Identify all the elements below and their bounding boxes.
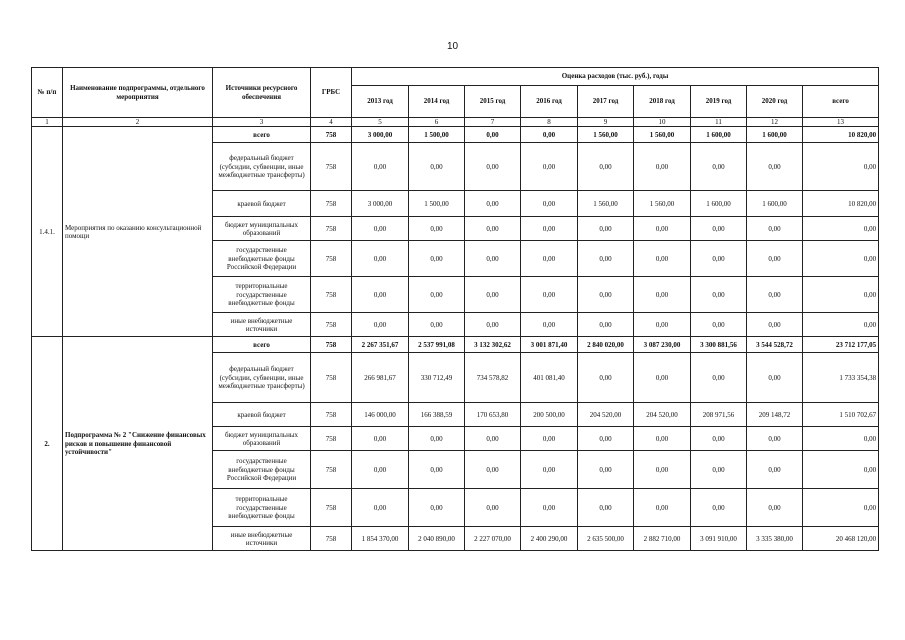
year-value: 0,00: [409, 451, 465, 489]
year-value: 0,00: [578, 241, 634, 277]
year-value: 0,00: [747, 277, 803, 313]
column-number: 3: [213, 118, 311, 127]
total-value: 10 820,00: [803, 191, 879, 217]
header-year: 2016 год: [521, 86, 578, 118]
year-value: 3 300 881,56: [691, 337, 747, 353]
year-value: 1 560,00: [634, 127, 691, 143]
year-value: 0,00: [747, 313, 803, 337]
year-value: 0,00: [634, 313, 691, 337]
column-number: 12: [747, 118, 803, 127]
year-value: 0,00: [521, 451, 578, 489]
year-value: 2 267 351,67: [352, 337, 409, 353]
total-value: 0,00: [803, 217, 879, 241]
year-value: 0,00: [634, 489, 691, 527]
header-grbs: ГРБС: [311, 68, 352, 118]
year-value: 401 081,40: [521, 353, 578, 403]
year-value: 0,00: [634, 143, 691, 191]
total-value: 1 510 702,67: [803, 403, 879, 427]
year-value: 0,00: [691, 277, 747, 313]
year-value: 0,00: [691, 143, 747, 191]
column-number: 13: [803, 118, 879, 127]
header-year: 2020 год: [747, 86, 803, 118]
year-value: 0,00: [465, 427, 521, 451]
year-value: 1 560,00: [578, 191, 634, 217]
funding-source: федеральный бюджет (субсидии, субвенции, иные межбюджетные трансферты): [213, 143, 311, 191]
year-value: 0,00: [747, 217, 803, 241]
year-value: 1 600,00: [747, 127, 803, 143]
year-value: 1 500,00: [409, 191, 465, 217]
year-value: 0,00: [634, 241, 691, 277]
year-value: 0,00: [409, 277, 465, 313]
row-number: 2.: [32, 337, 63, 551]
year-value: 0,00: [634, 427, 691, 451]
year-value: 0,00: [521, 191, 578, 217]
funding-source: государственные внебюджетные фонды Российской Федерации: [213, 241, 311, 277]
year-value: 0,00: [352, 489, 409, 527]
total-value: 0,00: [803, 241, 879, 277]
year-value: 166 388,59: [409, 403, 465, 427]
total-value: 0,00: [803, 489, 879, 527]
year-value: 2 227 070,00: [465, 527, 521, 551]
year-value: 0,00: [352, 241, 409, 277]
total-value: 0,00: [803, 143, 879, 191]
year-value: 734 578,82: [465, 353, 521, 403]
year-value: 0,00: [578, 353, 634, 403]
grbs-code: 758: [311, 427, 352, 451]
year-value: 0,00: [465, 127, 521, 143]
year-value: 3 000,00: [352, 127, 409, 143]
header-year: 2013 год: [352, 86, 409, 118]
year-value: 0,00: [465, 217, 521, 241]
header-year: 2019 год: [691, 86, 747, 118]
year-value: 2 400 290,00: [521, 527, 578, 551]
year-value: 2 635 500,00: [578, 527, 634, 551]
total-value: 10 820,00: [803, 127, 879, 143]
year-value: 3 001 871,40: [521, 337, 578, 353]
year-value: 0,00: [465, 313, 521, 337]
grbs-code: 758: [311, 403, 352, 427]
year-value: 0,00: [465, 277, 521, 313]
year-value: 1 500,00: [409, 127, 465, 143]
year-value: 3 335 380,00: [747, 527, 803, 551]
funding-source: государственные внебюджетные фонды Российской Федерации: [213, 451, 311, 489]
column-number: 1: [32, 118, 63, 127]
year-value: 3 544 528,72: [747, 337, 803, 353]
year-value: 1 600,00: [691, 191, 747, 217]
year-value: 0,00: [578, 217, 634, 241]
year-value: 0,00: [634, 277, 691, 313]
total-value: 1 733 354,38: [803, 353, 879, 403]
year-value: 0,00: [578, 277, 634, 313]
year-value: 2 840 020,00: [578, 337, 634, 353]
funding-source: краевой бюджет: [213, 191, 311, 217]
year-value: 0,00: [521, 489, 578, 527]
grbs-code: 758: [311, 127, 352, 143]
year-value: 0,00: [691, 489, 747, 527]
total-value: 23 712 177,05: [803, 337, 879, 353]
year-value: 0,00: [691, 313, 747, 337]
funding-source: территориальные государственные внебюджетные фонды: [213, 277, 311, 313]
year-value: 3 091 910,00: [691, 527, 747, 551]
funding-source: федеральный бюджет (субсидии, субвенции, иные межбюджетные трансферты): [213, 353, 311, 403]
year-value: 146 000,00: [352, 403, 409, 427]
year-value: 266 981,67: [352, 353, 409, 403]
year-value: 2 040 890,00: [409, 527, 465, 551]
year-value: 0,00: [521, 277, 578, 313]
column-number: 5: [352, 118, 409, 127]
year-value: 0,00: [409, 143, 465, 191]
year-value: 0,00: [747, 143, 803, 191]
year-value: 330 712,49: [409, 353, 465, 403]
program-name: Мероприятия по оказанию консультационной помощи: [63, 127, 213, 337]
year-value: 0,00: [409, 489, 465, 527]
total-value: 0,00: [803, 313, 879, 337]
program-name: Подпрограмма № 2 "Снижение финансовых рисков и повышение финансовой устойчивости": [63, 337, 213, 551]
year-value: 0,00: [578, 451, 634, 489]
year-value: 0,00: [578, 313, 634, 337]
funding-source: иные внебюджетные источники: [213, 313, 311, 337]
year-value: 0,00: [747, 489, 803, 527]
year-value: 0,00: [409, 241, 465, 277]
year-value: 0,00: [691, 241, 747, 277]
year-value: 0,00: [409, 217, 465, 241]
year-value: 2 882 710,00: [634, 527, 691, 551]
column-number: 7: [465, 118, 521, 127]
year-value: 170 653,80: [465, 403, 521, 427]
column-number: 9: [578, 118, 634, 127]
funding-source: всего: [213, 127, 311, 143]
header-year: 2017 год: [578, 86, 634, 118]
grbs-code: 758: [311, 527, 352, 551]
year-value: 0,00: [691, 427, 747, 451]
page-number: 10: [446, 41, 459, 52]
year-value: 0,00: [465, 241, 521, 277]
total-value: 0,00: [803, 277, 879, 313]
year-value: 0,00: [465, 489, 521, 527]
funding-source: территориальные государственные внебюджетные фонды: [213, 489, 311, 527]
year-value: 0,00: [465, 143, 521, 191]
total-value: 0,00: [803, 451, 879, 489]
table-row: [32, 127, 879, 143]
year-value: 0,00: [521, 217, 578, 241]
year-value: 3 132 302,62: [465, 337, 521, 353]
total-value: 0,00: [803, 427, 879, 451]
year-value: 0,00: [747, 427, 803, 451]
header-year: 2015 год: [465, 86, 521, 118]
grbs-code: 758: [311, 217, 352, 241]
table-row: [32, 337, 879, 353]
year-value: 0,00: [691, 353, 747, 403]
funding-source: краевой бюджет: [213, 403, 311, 427]
header-name: Наименование подпрограммы, отдельного мероприятия: [63, 68, 213, 118]
expense-table: [31, 67, 879, 551]
year-value: 0,00: [352, 217, 409, 241]
funding-source: всего: [213, 337, 311, 353]
year-value: 0,00: [747, 353, 803, 403]
year-value: 0,00: [352, 313, 409, 337]
column-number: 8: [521, 118, 578, 127]
year-value: 1 600,00: [691, 127, 747, 143]
year-value: 0,00: [634, 353, 691, 403]
grbs-code: 758: [311, 353, 352, 403]
year-value: 0,00: [634, 451, 691, 489]
header-no: № п/п: [32, 68, 63, 118]
grbs-code: 758: [311, 451, 352, 489]
row-number: 1.4.1.: [32, 127, 63, 337]
year-value: 0,00: [747, 241, 803, 277]
grbs-code: 758: [311, 489, 352, 527]
year-value: 0,00: [521, 313, 578, 337]
grbs-code: 758: [311, 313, 352, 337]
year-value: 0,00: [747, 451, 803, 489]
year-value: 0,00: [521, 241, 578, 277]
header-year: 2018 год: [634, 86, 691, 118]
column-number: 4: [311, 118, 352, 127]
header-source: Источники ресурсного обеспечения: [213, 68, 311, 118]
year-value: 0,00: [409, 427, 465, 451]
grbs-code: 758: [311, 241, 352, 277]
year-value: 204 520,00: [634, 403, 691, 427]
year-value: 0,00: [521, 127, 578, 143]
year-value: 208 971,56: [691, 403, 747, 427]
header-year: 2014 год: [409, 86, 465, 118]
year-value: 0,00: [352, 277, 409, 313]
year-value: 0,00: [578, 489, 634, 527]
year-value: 3 087 230,00: [634, 337, 691, 353]
year-value: 200 500,00: [521, 403, 578, 427]
year-value: 0,00: [691, 217, 747, 241]
grbs-code: 758: [311, 337, 352, 353]
grbs-code: 758: [311, 191, 352, 217]
year-value: 2 537 991,08: [409, 337, 465, 353]
funding-source: иные внебюджетные источники: [213, 527, 311, 551]
year-value: 209 148,72: [747, 403, 803, 427]
year-value: 0,00: [578, 427, 634, 451]
year-value: 0,00: [521, 427, 578, 451]
year-value: 204 520,00: [578, 403, 634, 427]
year-value: 0,00: [352, 451, 409, 489]
column-number: 10: [634, 118, 691, 127]
funding-source: бюджет муниципальных образований: [213, 217, 311, 241]
year-value: 0,00: [465, 191, 521, 217]
year-value: 0,00: [578, 143, 634, 191]
year-value: 0,00: [691, 451, 747, 489]
total-value: 20 468 120,00: [803, 527, 879, 551]
year-value: 0,00: [409, 313, 465, 337]
year-value: 0,00: [352, 427, 409, 451]
year-value: 1 854 370,00: [352, 527, 409, 551]
year-value: 1 600,00: [747, 191, 803, 217]
column-number: 2: [63, 118, 213, 127]
year-value: 0,00: [465, 451, 521, 489]
header-estimate: Оценка расходов (тыс. руб.), годы: [352, 68, 879, 86]
column-number: 11: [691, 118, 747, 127]
year-value: 0,00: [352, 143, 409, 191]
funding-source: бюджет муниципальных образований: [213, 427, 311, 451]
year-value: 1 560,00: [634, 191, 691, 217]
year-value: 0,00: [521, 143, 578, 191]
column-number: 6: [409, 118, 465, 127]
header-year: всего: [803, 86, 879, 118]
year-value: 3 000,00: [352, 191, 409, 217]
grbs-code: 758: [311, 277, 352, 313]
year-value: 0,00: [634, 217, 691, 241]
year-value: 1 560,00: [578, 127, 634, 143]
grbs-code: 758: [311, 143, 352, 191]
